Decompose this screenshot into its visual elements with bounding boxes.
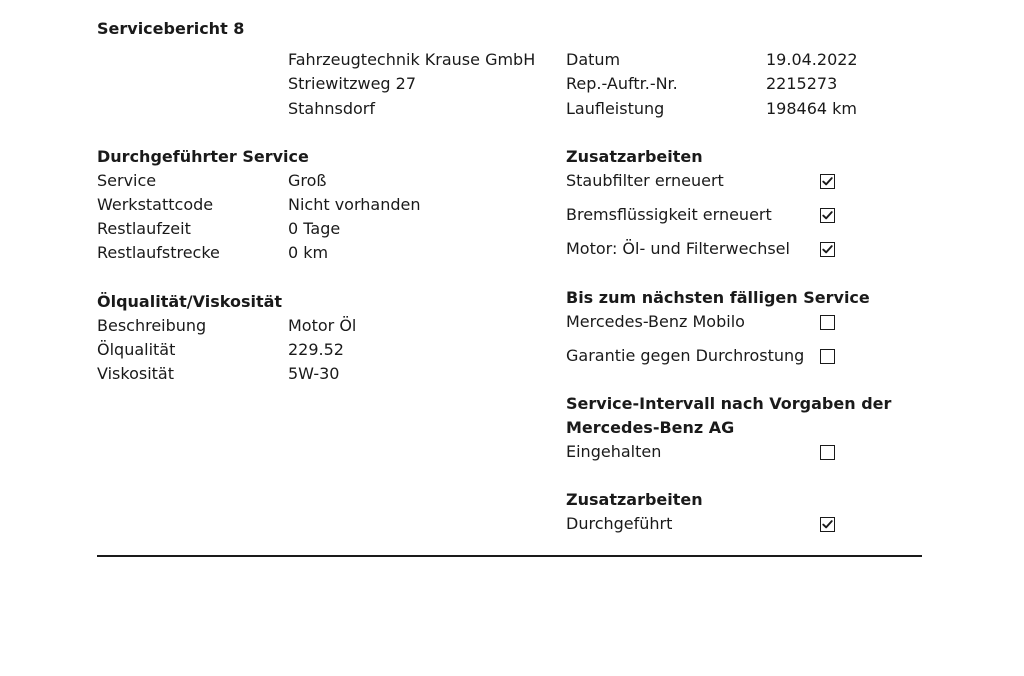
extras2-checkbox[interactable] bbox=[820, 517, 835, 532]
service-row-label: Restlaufstrecke bbox=[97, 243, 220, 262]
extras-checkbox[interactable] bbox=[820, 174, 835, 189]
checkmark-icon bbox=[821, 175, 834, 188]
oil-row-label: Beschreibung bbox=[97, 316, 207, 335]
extras-item-label: Staubfilter erneuert bbox=[566, 171, 724, 190]
extras-checkbox[interactable] bbox=[820, 242, 835, 257]
mileage-value: 198464 km bbox=[766, 99, 858, 118]
order-number-label: Rep.-Auftr.-Nr. bbox=[566, 74, 678, 93]
checkmark-icon bbox=[821, 209, 834, 222]
next-service-item-label: Mercedes-Benz Mobilo bbox=[566, 312, 745, 331]
service-row-label: Service bbox=[97, 171, 157, 190]
next-service-checkbox[interactable] bbox=[820, 315, 835, 330]
interval-checkbox[interactable] bbox=[820, 445, 835, 460]
extras-item-label: Bremsflüssigkeit erneuert bbox=[566, 205, 772, 224]
extras-item-label: Motor: Öl- und Filterwechsel bbox=[566, 239, 790, 258]
extras-checkbox[interactable] bbox=[820, 208, 835, 223]
checkmark-icon bbox=[821, 518, 834, 531]
interval-heading-line2: Mercedes-Benz AG bbox=[566, 418, 735, 437]
oil-row-label: Viskosität bbox=[97, 364, 174, 383]
workshop-name: Fahrzeugtechnik Krause GmbH bbox=[288, 50, 536, 69]
page-title: Servicebericht 8 bbox=[97, 19, 245, 38]
interval-heading-line1: Service-Intervall nach Vorgaben der bbox=[566, 394, 892, 413]
extras2-item-label: Durchgeführt bbox=[566, 514, 673, 533]
next-service-checkbox[interactable] bbox=[820, 349, 835, 364]
checkmark-icon bbox=[821, 243, 834, 256]
extras-heading: Zusatzarbeiten bbox=[566, 147, 703, 166]
interval-item-label: Eingehalten bbox=[566, 442, 662, 461]
oil-row-value: 229.52 bbox=[288, 340, 344, 359]
date-label: Datum bbox=[566, 50, 621, 69]
workshop-city: Stahnsdorf bbox=[288, 99, 376, 118]
service-row-value: 0 Tage bbox=[288, 219, 341, 238]
oil-row-value: Motor Öl bbox=[288, 316, 357, 335]
next-service-item-label: Garantie gegen Durchrostung bbox=[566, 346, 805, 365]
order-number-value: 2215273 bbox=[766, 74, 838, 93]
workshop-street: Striewitzweg 27 bbox=[288, 74, 417, 93]
oil-row-label: Ölqualität bbox=[97, 340, 176, 359]
service-row-label: Restlaufzeit bbox=[97, 219, 191, 238]
service-row-value: 0 km bbox=[288, 243, 329, 262]
service-heading: Durchgeführter Service bbox=[97, 147, 309, 166]
next-service-heading: Bis zum nächsten fälligen Service bbox=[566, 288, 870, 307]
service-row-value: Nicht vorhanden bbox=[288, 195, 421, 214]
service-row-label: Werkstattcode bbox=[97, 195, 214, 214]
bottom-divider bbox=[97, 555, 922, 557]
oil-heading: Ölqualität/Viskosität bbox=[97, 292, 283, 311]
service-row-value: Groß bbox=[288, 171, 327, 190]
mileage-label: Laufleistung bbox=[566, 99, 665, 118]
oil-row-value: 5W-30 bbox=[288, 364, 340, 383]
date-value: 19.04.2022 bbox=[766, 50, 858, 69]
extras2-heading: Zusatzarbeiten bbox=[566, 490, 703, 509]
